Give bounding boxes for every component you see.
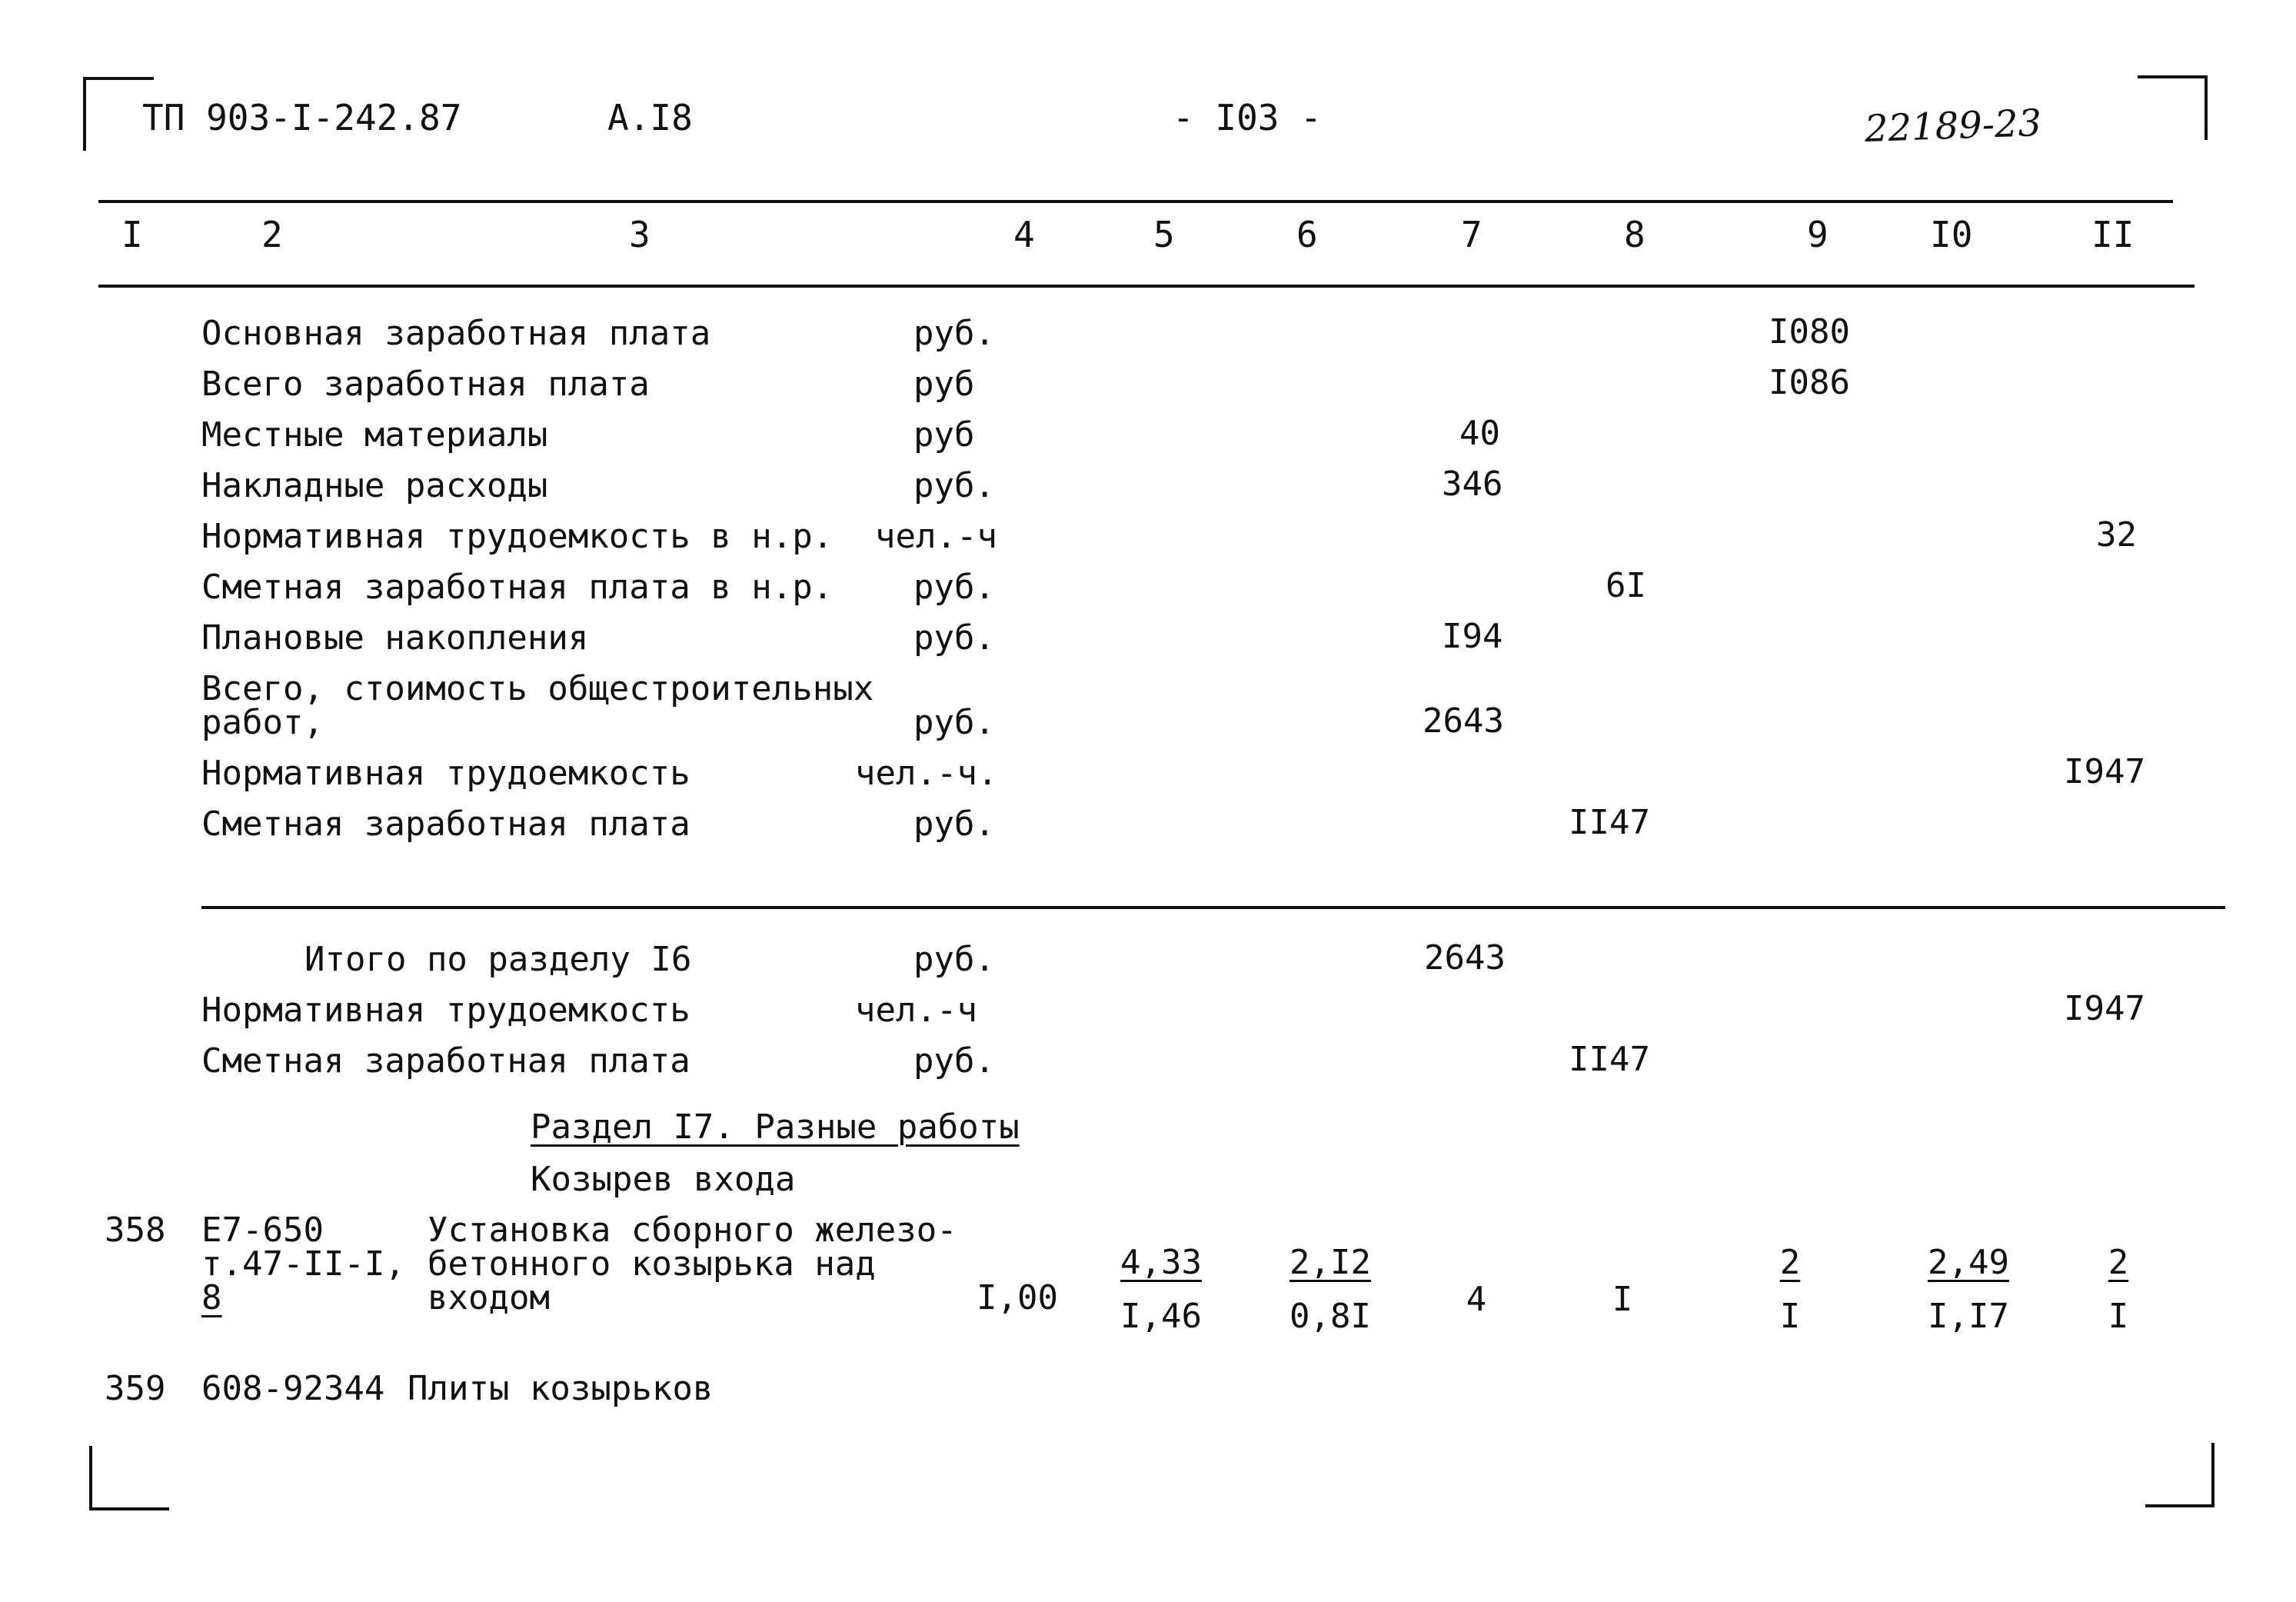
item-code-line1: Е7-650 xyxy=(201,1211,324,1250)
header-rule-top xyxy=(98,200,2173,203)
item-col9-top: 2 xyxy=(1779,1243,1801,1282)
totals-unit: руб. xyxy=(913,940,995,979)
item-quantity: I,00 xyxy=(977,1278,1058,1317)
col-header-11: II xyxy=(2091,214,2135,255)
totals-label: Итого по разделу I6 xyxy=(304,940,692,979)
section-separator-rule xyxy=(201,906,2225,909)
item-col6-top: 2,I2 xyxy=(1289,1243,1371,1282)
header-rule-bottom xyxy=(98,285,2195,288)
summary-label: Основная заработная плата xyxy=(201,314,711,353)
item-code-line2: т.47-II-I, xyxy=(201,1244,405,1284)
handwritten-number: 22189-23 xyxy=(1864,102,2042,151)
summary-value-col11: I947 xyxy=(2064,752,2145,791)
summary-unit: руб. xyxy=(913,804,995,844)
summary-label: Сметная заработная плата в н.р. xyxy=(201,568,834,607)
corner-bracket-bottom-left xyxy=(89,1446,92,1510)
item-desc-line2: бетонного козырька над xyxy=(428,1244,876,1284)
item-col9-bottom: I xyxy=(1779,1297,1801,1336)
col-header-2: 2 xyxy=(261,214,283,255)
item-desc-line3: входом xyxy=(428,1278,550,1317)
summary-value-col9: I086 xyxy=(1769,363,1850,402)
item-number: 358 xyxy=(105,1211,166,1250)
summary-unit: руб. xyxy=(913,618,995,658)
col-header-7: 7 xyxy=(1461,214,1482,255)
col-header-9: 9 xyxy=(1807,214,1828,255)
col-header-6: 6 xyxy=(1296,214,1318,255)
summary-unit: руб. xyxy=(913,466,995,505)
item-col6-bottom: 0,8I xyxy=(1289,1297,1371,1336)
summary-value-col7: 40 xyxy=(1459,414,1500,453)
summary-label: Сметная заработная плата xyxy=(201,804,690,844)
corner-bracket-top-right-h xyxy=(2138,75,2208,78)
item-col5-bottom: I,46 xyxy=(1120,1297,1202,1336)
summary-unit: чел.-ч xyxy=(875,517,997,556)
summary-unit: чел.-ч. xyxy=(855,754,998,793)
corner-bracket-bottom-right-h xyxy=(2145,1504,2214,1507)
corner-bracket-bottom-left-h xyxy=(89,1507,169,1510)
summary-label: Местные материалы xyxy=(201,415,548,455)
summary-value-col11: 32 xyxy=(2096,515,2137,555)
summary-value-col7: 346 xyxy=(1442,465,1503,504)
item-col11-bottom: I xyxy=(2108,1297,2129,1336)
summary-unit: руб xyxy=(913,365,975,404)
corner-bracket-top-left-h xyxy=(83,77,154,80)
col-header-3: 3 xyxy=(629,214,651,255)
summary-unit: руб xyxy=(913,415,975,455)
album-code: А.I8 xyxy=(607,97,693,138)
summary-value-col8: 6I xyxy=(1606,566,1646,605)
doc-code: ТП 903-I-242.87 xyxy=(142,97,462,138)
item-desc-line1: Установка сборного железо- xyxy=(428,1211,957,1250)
summary-label: Накладные расходы xyxy=(201,466,548,505)
summary-value-col9: I080 xyxy=(1769,312,1850,351)
totals-unit: чел.-ч xyxy=(855,991,977,1030)
col-header-10: I0 xyxy=(1930,214,1973,255)
item-col8: I xyxy=(1612,1280,1633,1319)
summary-label: Нормативная трудоемкость xyxy=(201,754,690,793)
totals-unit: руб. xyxy=(913,1041,995,1081)
col-header-5: 5 xyxy=(1153,214,1175,255)
item-desc: Плиты козырьков xyxy=(408,1369,714,1408)
col-header-4: 4 xyxy=(1013,214,1035,255)
corner-bracket-bottom-right xyxy=(2211,1443,2214,1507)
item-col7: 4 xyxy=(1466,1280,1487,1319)
item-number: 359 xyxy=(105,1369,166,1408)
summary-value-col7: 2643 xyxy=(1423,701,1504,741)
summary-value-col7: I94 xyxy=(1442,617,1503,656)
summary-label: Всего заработная плата xyxy=(201,365,650,404)
item-col11-top: 2 xyxy=(2108,1243,2129,1282)
totals-value-col7: 2643 xyxy=(1424,938,1506,978)
item-col10-bottom: I,I7 xyxy=(1928,1297,2009,1336)
summary-unit: руб. xyxy=(913,314,995,353)
section-subtitle: Козырев входа xyxy=(531,1160,796,1199)
summary-label-line2: работ, xyxy=(201,703,324,742)
summary-unit: руб. xyxy=(913,568,995,607)
summary-label-line1: Всего, стоимость общестроительных xyxy=(201,669,874,708)
corner-bracket-top-left xyxy=(83,77,86,151)
totals-label: Нормативная трудоемкость xyxy=(201,991,690,1030)
item-code: 608-92344 xyxy=(201,1369,385,1408)
item-col10-top: 2,49 xyxy=(1928,1243,2009,1282)
item-col5-top: 4,33 xyxy=(1120,1243,1202,1282)
summary-label: Плановые накопления xyxy=(201,618,589,658)
col-header-1: I xyxy=(121,214,143,255)
totals-value-col8: II47 xyxy=(1569,1040,1650,1079)
col-header-8: 8 xyxy=(1624,214,1645,255)
section-title: Раздел I7. Разные работы xyxy=(531,1107,1020,1147)
summary-unit: руб. xyxy=(913,703,995,742)
totals-value-col11: I947 xyxy=(2064,989,2145,1028)
totals-label: Сметная заработная плата xyxy=(201,1041,690,1081)
corner-bracket-top-right xyxy=(2204,75,2208,140)
page-number: - I03 - xyxy=(1173,97,1322,138)
summary-value-col8: II47 xyxy=(1569,803,1650,842)
item-code-line3: 8 xyxy=(201,1278,222,1317)
summary-label: Нормативная трудоемкость в н.р. xyxy=(201,517,834,556)
